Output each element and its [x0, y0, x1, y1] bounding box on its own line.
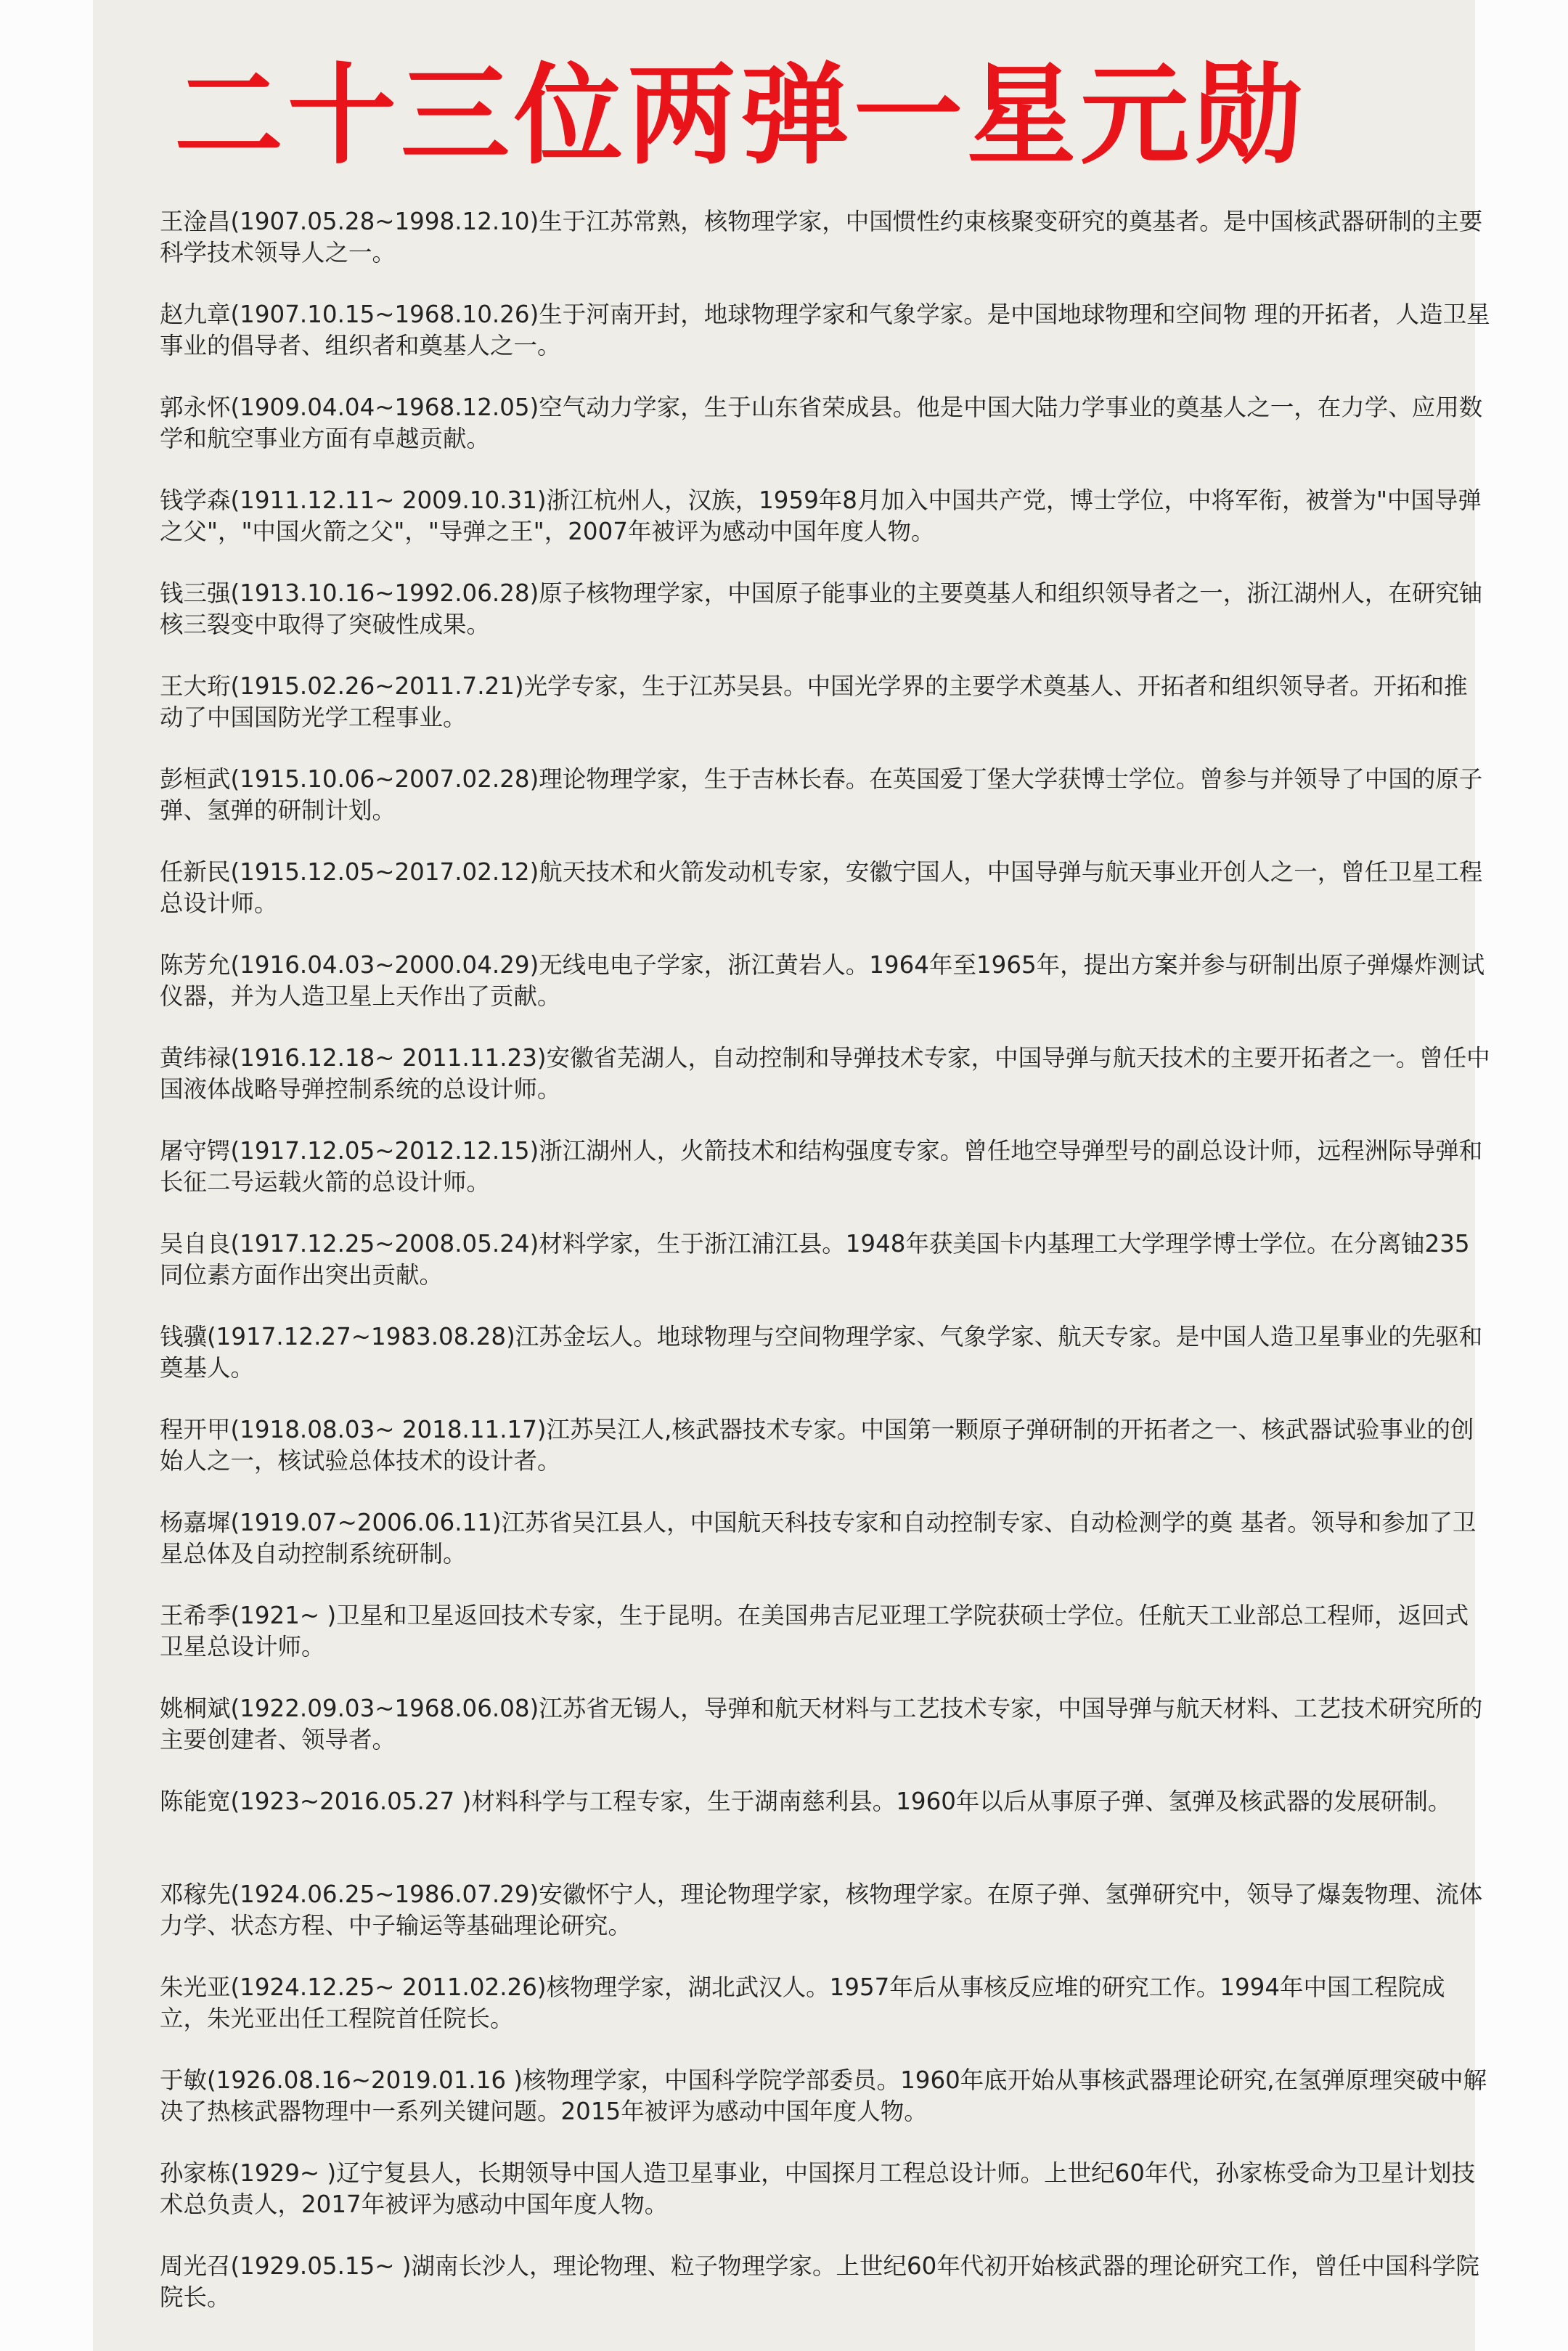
scientist-entry: 孙家栋(1929~ )辽宁复县人，长期领导中国人造卫星事业，中国探月工程总设计师。上世纪60年代，孙家栋受命为卫星计划技术总负责人，2017年被评为感动中国年度人物。: [160, 2159, 1475, 2218]
scientist-entry: 周光召(1929.05.15~ )湖南长沙人，理论物理、粒子物理学家。上世纪60年代初开始核武器的理论研究工作，曾任中国科学院院长。: [160, 2252, 1479, 2311]
scientist-entry: 郭永怀(1909.04.04~1968.12.05)空气动力学家，生于山东省荣成县。他是中国大陆力学事业的奠基人之一，在力学、应用数学和航空事业方面有卓越贡献。: [160, 394, 1483, 452]
scientist-entry: 钱骥(1917.12.27~1983.08.28)江苏金坛人。地球物理与空间物理学家、气象学家、航天专家。是中国人造卫星事业的先驱和奠基人。: [160, 1323, 1483, 1382]
scientist-entry: 任新民(1915.12.05~2017.02.12)航天技术和火箭发动机专家，安徽宁国人，中国导弹与航天事业开创人之一，曾任卫星工程总设计师。: [160, 858, 1483, 917]
page-title: 二十三位两弹一星元勋: [173, 53, 1307, 179]
scientist-entry: 屠守锷(1917.12.05~2012.12.15)浙江湖州人，火箭技术和结构强度专家。曾任地空导弹型号的副总设计师，远程洲际导弹和长征二号运载火箭的总设计师。: [160, 1137, 1483, 1196]
scientist-entry: 陈能宽(1923~2016.05.27 )材料科学与工程专家，生于湖南慈利县。1960年以后从事原子弹、氢弹及核武器的发展研制。: [160, 1788, 1452, 1815]
scientist-entry: 程开甲(1918.08.03~ 2018.11.17)江苏吴江人,核武器技术专家。中国第一颗原子弹研制的开拓者之一、核武器试验事业的创始人之一，核试验总体技术的设计者。: [160, 1416, 1474, 1475]
scientist-entry: 杨嘉墀(1919.07~2006.06.11)江苏省吴江县人，中国航天科技专家和自动控制专家、自动检测学的奠 基者。领导和参加了卫星总体及自动控制系统研制。: [160, 1509, 1477, 1568]
scientist-list: [160, 206, 1491, 2344]
scientist-entry: 王淦昌(1907.05.28~1998.12.10)生于江苏常熟，核物理学家，中国惯性约束核聚变研究的奠基者。是中国核武器研制的主要科学技术领导人之一。: [160, 208, 1483, 266]
scientist-entry: 邓稼先(1924.06.25~1986.07.29)安徽怀宁人，理论物理学家，核物理学家。在原子弹、氢弹研究中，领导了爆轰物理、流体力学、状态方程、中子输运等基础理论研究。: [160, 1881, 1483, 1939]
scientist-entry: 王希季(1921~ )卫星和卫星返回技术专家，生于昆明。在美国弗吉尼亚理工学院获硕士学位。任航天工业部总工程师，返回式卫星总设计师。: [160, 1602, 1469, 1661]
scientist-entry: 陈芳允(1916.04.03~2000.04.29)无线电电子学家，浙江黄岩人。1964年至1965年，提出方案并参与研制出原子弹爆炸测试仪器，并为人造卫星上天作出了贡献。: [160, 951, 1485, 1010]
scientist-entry: 黄纬禄(1916.12.18~ 2011.11.23)安徽省芜湖人，自动控制和导弹技术专家，中国导弹与航天技术的主要开拓者之一。曾任中国液体战略导弹控制系统的总设计师。: [160, 1044, 1490, 1103]
scientist-entry: 彭桓武(1915.10.06~2007.02.28)理论物理学家，生于吉林长春。在英国爱丁堡大学获博士学位。曾参与并领导了中国的原子弹、氢弹的研制计划。: [160, 765, 1483, 824]
scientist-entry: 钱学森(1911.12.11~ 2009.10.31)浙江杭州人，汉族，1959年8月加入中国共产党，博士学位，中将军衔，被誉为"中国导弹之父"，"中国火箭之父"，"导弹之王"，2007年被评为感动中国年度人物。: [160, 486, 1482, 545]
scientist-entry: 赵九章(1907.10.15~1968.10.26)生于河南开封，地球物理学家和气象学家。是中国地球物理和空间物 理的开拓者，人造卫星事业的倡导者、组织者和奠基人之一。: [160, 301, 1490, 359]
scientist-entry: 王大珩(1915.02.26~2011.7.21)光学专家，生于江苏吴县。中国光学界的主要学术奠基人、开拓者和组织领导者。开拓和推动了中国国防光学工程事业。: [160, 672, 1468, 731]
scientist-entry: 朱光亚(1924.12.25~ 2011.02.26)核物理学家，湖北武汉人。1957年后从事核反应堆的研究工作。1994年中国工程院成立，朱光亚出任工程院首任院长。: [160, 1973, 1445, 2032]
scientist-entry: 姚桐斌(1922.09.03~1968.06.08)江苏省无锡人，导弹和航天材料与工艺技术专家，中国导弹与航天材料、工艺技术研究所的主要创建者、领导者。: [160, 1695, 1483, 1753]
poster-page: [93, 0, 1490, 2351]
scientist-entry: 钱三强(1913.10.16~1992.06.28)原子核物理学家，中国原子能事业的主要奠基人和组织领导者之一，浙江湖州人，在研究铀核三裂变中取得了突破性成果。: [160, 579, 1483, 638]
scientist-entry: 于敏(1926.08.16~2019.01.16 )核物理学家，中国科学院学部委员。1960年底开始从事核武器理论研究,在氢弹原理突破中解决了热核武器物理中一系列关键问题。2015年被评为感动中国年度人物。: [160, 2066, 1487, 2125]
scientist-entry: 吴自良(1917.12.25~2008.05.24)材料学家，生于浙江浦江县。1948年获美国卡内基理工大学理学博士学位。在分离铀235同位素方面作出突出贡献。: [160, 1230, 1470, 1289]
